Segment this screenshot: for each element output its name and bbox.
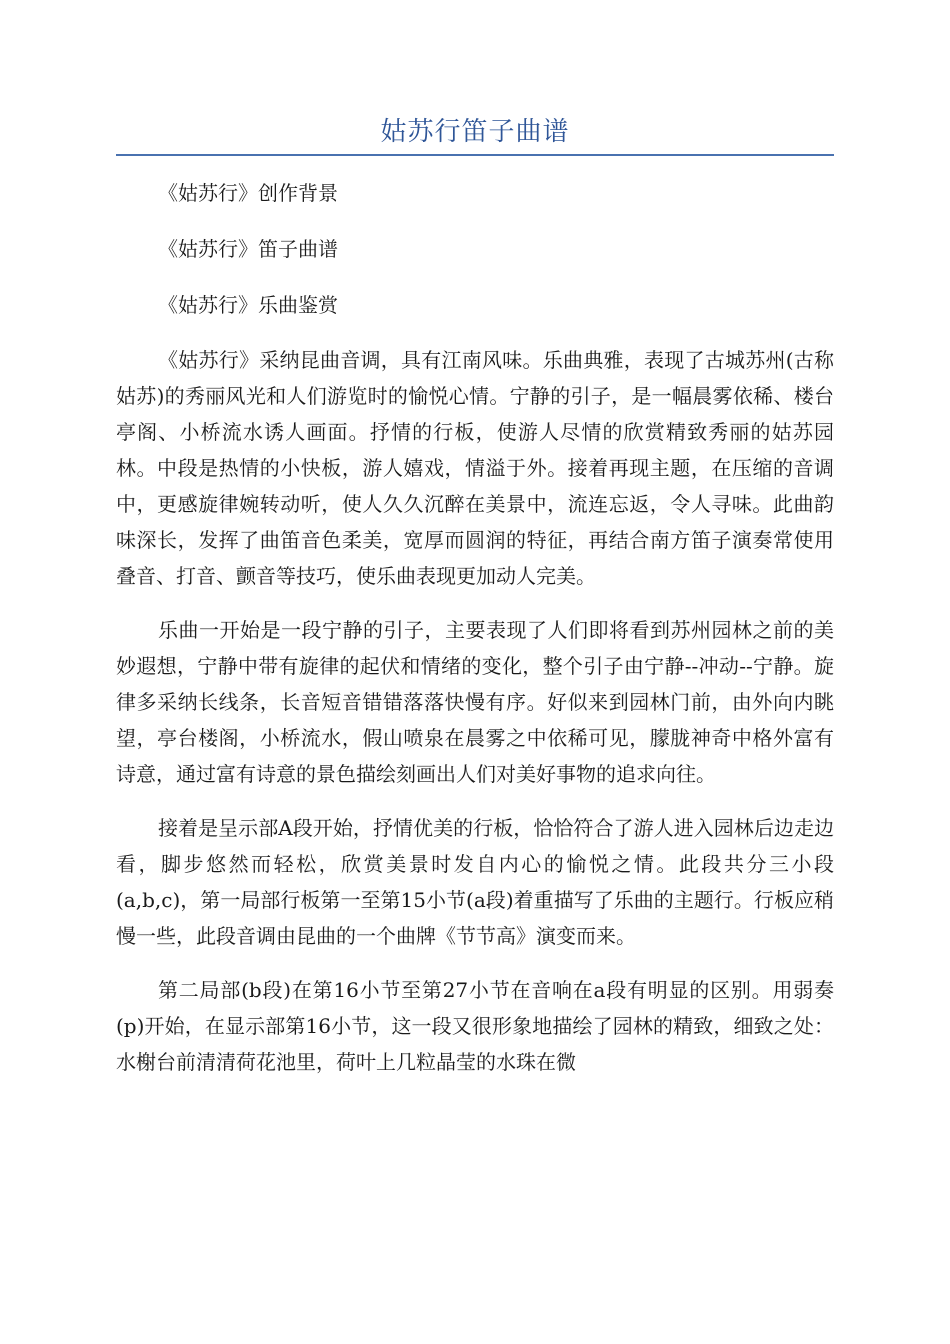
paragraph-section-a: 接着是呈示部A段开始，抒情优美的行板，恰恰符合了游人进入园林后边走边看，脚步悠然而轻松，欣赏美景时发自内心的愉悦之情。此段共分三小段(a,b,c)，第一局部行板第一至第15小节(a段)着重描写了乐曲的主题行。行板应稍慢一些，此段音调由昆曲的一个曲牌《节节高》演变而来。 (116, 816, 834, 948)
title-underline (116, 154, 834, 156)
paragraph-intro: 《姑苏行》采纳昆曲音调，具有江南风味。乐曲典雅，表现了古城苏州(古称姑苏)的秀丽风光和人们游览时的愉悦心情。宁静的引子，是一幅晨雾依稀、楼台亭阁、小桥流水诱人画面。抒情的行板，使游人尽情的欣赏精致秀丽的姑苏园林。中段是热情的小快板，游人嬉戏，情溢于外。接着再现主题，在压缩的音调中，更感旋律婉转动听，使人久久沉醉在美景中，流连忘返，令人寻味。此曲韵味深长，发挥了曲笛音色柔美，宽厚而圆润的特征，再结合南方笛子演奏常使用叠音、打音、颤音等技巧，使乐曲表现更加动人完美。 (116, 348, 834, 588)
toc-item-score: 《姑苏行》笛子曲谱 (158, 237, 338, 261)
paragraph-prelude: 乐曲一开始是一段宁静的引子，主要表现了人们即将看到苏州园林之前的美妙遐想，宁静中带有旋律的起伏和情绪的变化，整个引子由宁静--冲动--宁静。旋律多采纳长线条，长音短音错错落落快慢有序。好似来到园林门前，由外向内眺望，亭台楼阁，小桥流水，假山喷泉在晨雾之中依稀可见，朦胧神奇中格外富有诗意，通过富有诗意的景色描绘刻画出人们对美好事物的追求向往。 (116, 618, 834, 786)
document-title: 姑苏行笛子曲谱 (380, 117, 570, 147)
toc-item-background: 《姑苏行》创作背景 (158, 181, 338, 205)
document-body (116, 174, 834, 1080)
toc-item-appreciation: 《姑苏行》乐曲鉴赏 (158, 293, 338, 317)
paragraph-section-b: 第二局部(b段)在第16小节至第27小节在音响在a段有明显的区别。用弱奏(p)开始，在显示部第16小节，这一段又很形象地描绘了园林的精致，细致之处：水榭台前清清荷花池里，荷叶上几粒晶莹的水珠在微 (116, 978, 834, 1074)
